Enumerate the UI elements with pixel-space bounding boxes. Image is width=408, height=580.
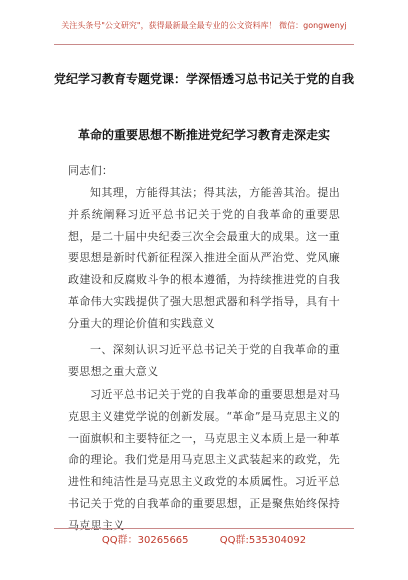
document-title-line-1: 党纪学习教育专题党课：学深悟透习总书记关于党的自我 xyxy=(54,72,355,86)
footer-qq-group-1: QQ群：30265665 xyxy=(101,535,189,546)
header-notice: 关注头条号"公文研究"，获得最新最全最专业的公文资料库！ 微信：gongwenyj xyxy=(61,21,347,30)
paragraph-section-1: 习近平总书记关于党的自我革命的重要思想是对马克思主义建党学说的创新发展。“革命”是马克思主义的一面旗帜和主要特征之一，马克思主义本质上是一种革命的理论。我们党是用马克思主义武装起来的政党，先进性和纯洁性是马克思主义政党的本质属性。习近平总书记关于党的自我革命的重要思想，正是聚焦始终保持马克思主义 xyxy=(68,388,340,532)
paragraph-intro: 知其理，方能得其法；得其法，方能善其治。提出并系统阐释习近平总书记关于党的自我革命的重要思想，是二十届中央纪委三次全会最重大的成果。这一重要思想是新时代新征程深入推进全面从严治党、党风廉政建设和反腐败斗争的根本遵循，为持续推进党的自我革命伟大实践提供了强大思想武器和科学指导，具有十分重大的理论价值和实践意义 xyxy=(68,186,340,330)
section-heading-1: 一、深刻认识习近平总书记关于党的自我革命的重要思想之重大意义 xyxy=(68,343,340,378)
header-divider xyxy=(54,44,354,45)
salutation: 同志们： xyxy=(68,164,114,177)
footer-qq-group-2: QQ群:535304092 xyxy=(219,535,307,546)
document-title-line-2: 革命的重要思想不断推进党纪学习教育走深走实 xyxy=(77,128,330,142)
footer xyxy=(0,531,408,546)
footer-divider xyxy=(54,528,354,529)
